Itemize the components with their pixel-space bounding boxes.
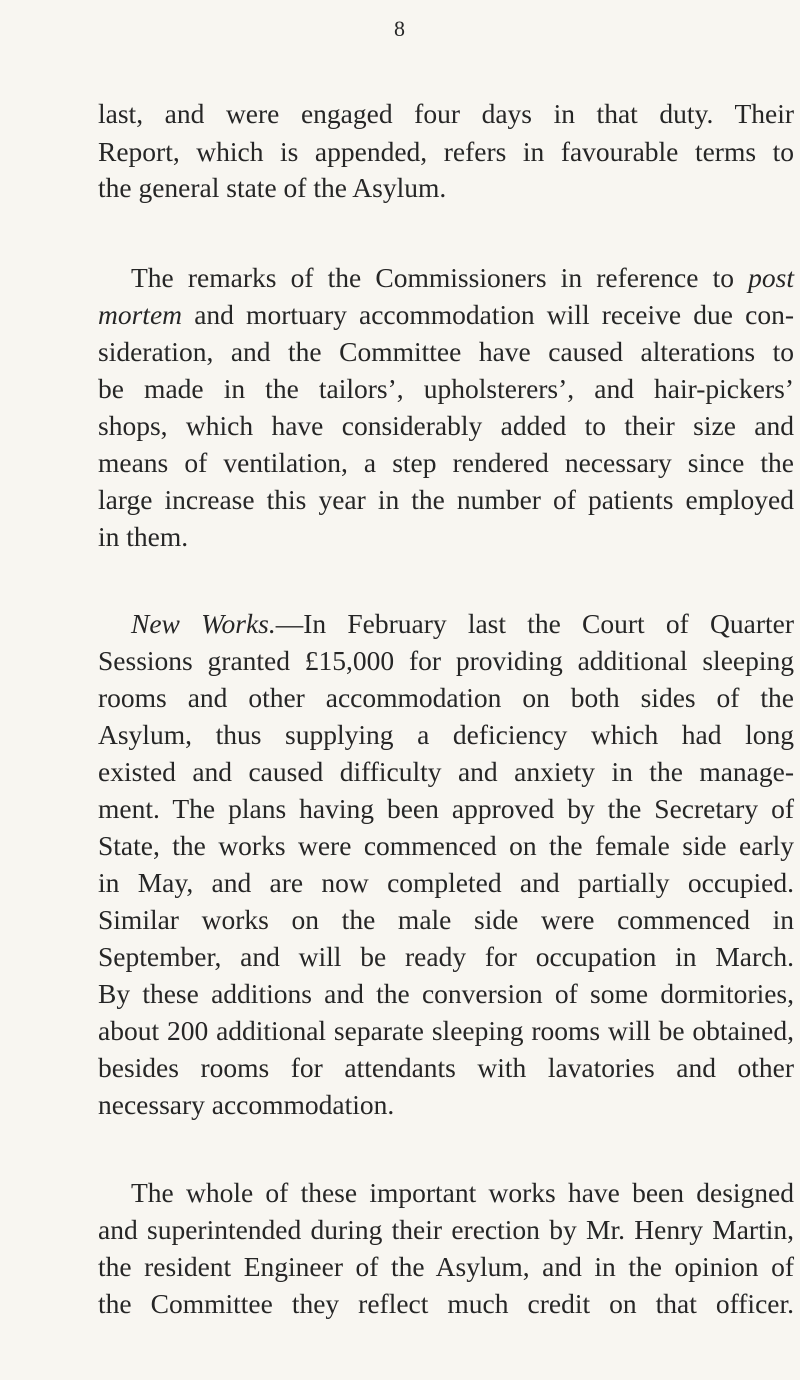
text-line: necessary accommodation. (98, 1089, 395, 1120)
text-line: existed and caused difficulty and anxiety in the manage- (98, 756, 794, 787)
text-line: State, the works were commenced on the female side early (98, 830, 794, 861)
text-line (98, 299, 794, 331)
italic-text: post (748, 262, 794, 293)
text-line: in them. (98, 521, 189, 552)
italic-heading: New Works. (131, 608, 276, 639)
text-line: and superintended during their erection by Mr. Henry Martin, (98, 1214, 794, 1245)
text-line: sideration, and the Committee have caused alterations to (98, 336, 794, 367)
text-line: rooms and other accommodation on both sides of the (98, 682, 794, 713)
text-span: The remarks of the Commissioners in reference to (131, 262, 749, 293)
text-line: September, and will be ready for occupation in March. (98, 941, 794, 972)
text-line: The whole of these important works have been designed (131, 1177, 794, 1208)
text-span: and mortuary accommodation will receive due con- (182, 299, 794, 330)
text-line: the resident Engineer of the Asylum, and in the opinion of (98, 1251, 794, 1282)
text-line: Report, which is appended, refers in favourable terms to (98, 136, 794, 167)
italic-text: mortem (98, 299, 183, 330)
text-line: shops, which have considerably added to their size and (98, 410, 794, 441)
text-line: Sessions granted £15,000 for providing additional sleeping (98, 645, 794, 676)
text-line: besides rooms for attendants with lavatories and other (98, 1052, 794, 1083)
text-line: Similar works on the male side were commenced in (98, 904, 794, 935)
text-line: last, and were engaged four days in that duty. Their (98, 98, 794, 129)
text-line: means of ventilation, a step rendered necessary since the (98, 447, 794, 478)
text-line: about 200 additional separate sleeping rooms will be obtained, (98, 1015, 794, 1046)
text-line: ment. The plans having been approved by the Secretary of (98, 793, 794, 824)
text-line (131, 262, 794, 294)
text-line: the general state of the Asylum. (98, 172, 447, 203)
text-line: large increase this year in the number of patients employed (98, 484, 794, 515)
text-line: in May, and are now completed and partially occupied. (98, 867, 794, 898)
text-line: By these additions and the conversion of some dormitories, (98, 978, 794, 1009)
page-number: 8 (394, 16, 406, 41)
text-line: Asylum, thus supplying a deficiency which had long (98, 719, 794, 750)
text-line: the Committee they reflect much credit on that officer. (98, 1288, 794, 1319)
text-span: —In February last the Court of Quarter (275, 608, 794, 639)
text-line: be made in the tailors’, upholsterers’, and hair-pickers’ (98, 373, 794, 404)
text-line (131, 608, 794, 640)
